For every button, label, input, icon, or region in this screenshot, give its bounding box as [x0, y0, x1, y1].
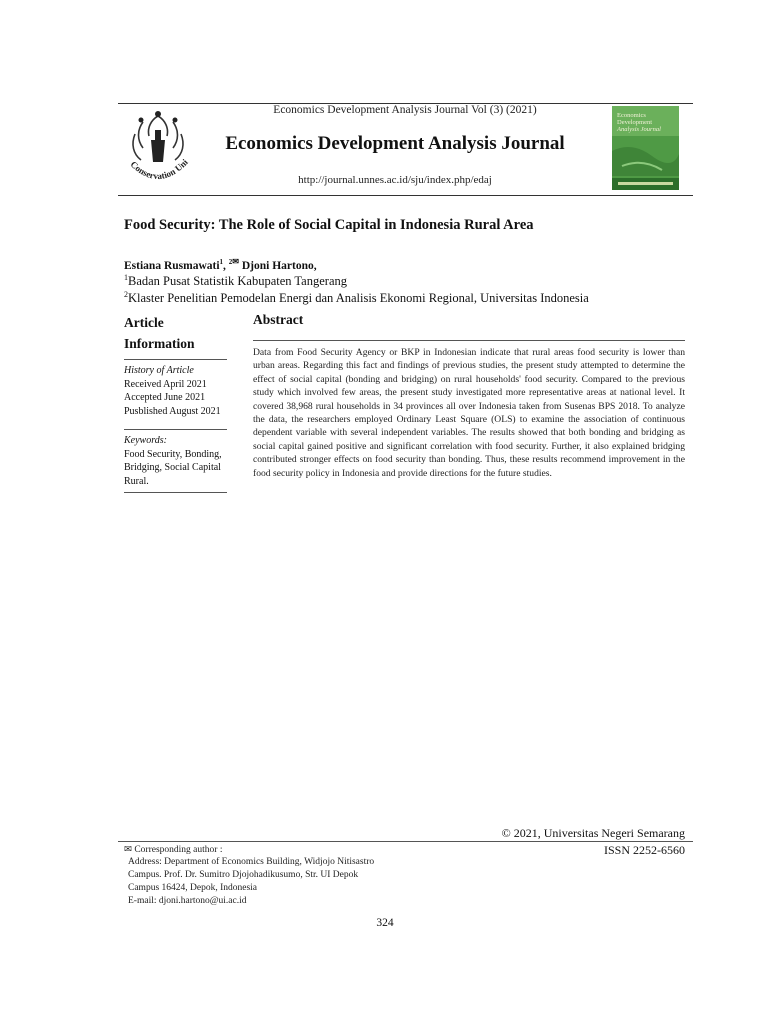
cover-title-2: Development: [617, 119, 653, 126]
abstract-text: Data from Food Security Agency or BKP in Indonesian indicate that rural areas food security is lower than urban areas. Regarding this fact and findings of previous studies, the present study attempted to determine the effect of social capital (bonding and bridging) on rural households' food security. Compared to the previous study which involved few areas, the present study investigated more representative areas at national level. It covered 38,968 rural households in 34 provinces all over Indonesia taken from Susenas BPS 2018. To analyze the data, the researchers employed Ordinary Least Square (OLS) to examine the association of continuous dependent variable with several independent variables. The results showed that both bonding and bridging as social capital gained positive and significant correlation with food security. Further, it also explained bridging contributed stronger effects on food security than bonding. Thus, these results recommend improvement in the food security policy in Indonesia and provide directions for the future studies.: [253, 347, 685, 479]
history-block: [124, 364, 221, 418]
address-line-2: Campus. Prof. Dr. Sumitro Djojohadikusumo, Str. UI Depok: [128, 870, 359, 880]
running-head: Economics Development Analysis Journal Vol (3) (2021): [273, 104, 537, 116]
accepted-date: Accepted June 2021: [124, 392, 206, 403]
corresponding-mail-icon: ✉: [124, 845, 132, 855]
issn: ISSN 2252-6560: [603, 843, 685, 857]
journal-cover-image: [612, 106, 679, 190]
article-information-heading: [124, 312, 234, 354]
keywords-line-2: Bridging, Social Capital: [124, 462, 221, 473]
article-info-line-1: Article: [124, 315, 164, 330]
email-line[interactable]: E-mail: djoni.hartono@ui.ac.id: [128, 896, 247, 906]
affiliation-2-text: Klaster Penelitian Pemodelan Energi dan Analisis Ekonomi Regional, Universitas Indonesia: [128, 291, 589, 306]
author-2: Djoni Hartono,: [241, 259, 317, 272]
page-number: 324: [376, 917, 394, 929]
journal-url[interactable]: http://journal.unnes.ac.id/sju/index.php/edaj: [298, 174, 492, 186]
mail-icon: ✉: [232, 257, 239, 266]
abstract-heading: Abstract: [253, 312, 304, 327]
university-logo: [121, 106, 195, 192]
keywords-block: [124, 434, 222, 488]
abstract-rule: [253, 340, 685, 341]
journal-title: Economics Development Analysis Journal: [225, 133, 565, 154]
cover-title-1: Economics: [617, 112, 646, 119]
corresponding-author-label: [124, 844, 222, 855]
history-label: History of Article: [124, 365, 194, 376]
header-bottom-rule: [118, 195, 693, 196]
author-1: Estiana Rusmawati: [124, 259, 220, 272]
article-info-line-2: Information: [124, 336, 195, 351]
author-list: Estiana Rusmawati$^1$, $^{2✉}$ Djoni Hartono,: [124, 257, 317, 272]
affiliation-1: [124, 273, 347, 289]
affiliation-1-mark: 1: [124, 273, 128, 282]
corresponding-text: Corresponding author :: [134, 845, 223, 855]
received-date: Received April 2021: [124, 378, 207, 390]
footer-rule: [118, 841, 693, 842]
affiliation-2: [124, 290, 589, 306]
author-2-mark: 2: [228, 258, 233, 266]
affiliation-2-mark: 2: [124, 290, 128, 299]
sidebar-rule-1: [124, 359, 227, 360]
cover-title-3: Analysis Journal: [617, 126, 661, 133]
published-date: Pusblished August 2021: [124, 405, 221, 417]
keywords-line-3: Rural.: [124, 475, 149, 487]
copyright: © 2021, Universitas Negeri Semarang: [501, 826, 685, 840]
logo-text: Conservation Uni: [128, 157, 190, 182]
keywords-line-1: Food Security, Bonding,: [124, 448, 222, 460]
paper-title: Food Security: The Role of Social Capital in Indonesia Rural Area: [124, 217, 534, 233]
sidebar-rule-2: [124, 429, 227, 430]
address-line-3: Campus 16424, Depok, Indonesia: [128, 883, 258, 893]
affiliation-1-text: Badan Pusat Statistik Kabupaten Tangerang: [128, 274, 347, 289]
author-1-mark: 1: [219, 258, 224, 266]
address-line-1: Address: Department of Economics Building, Widjojo Nitisastro: [128, 857, 375, 867]
sidebar-rule-3: [124, 492, 227, 493]
keywords-label: Keywords:: [124, 435, 167, 446]
